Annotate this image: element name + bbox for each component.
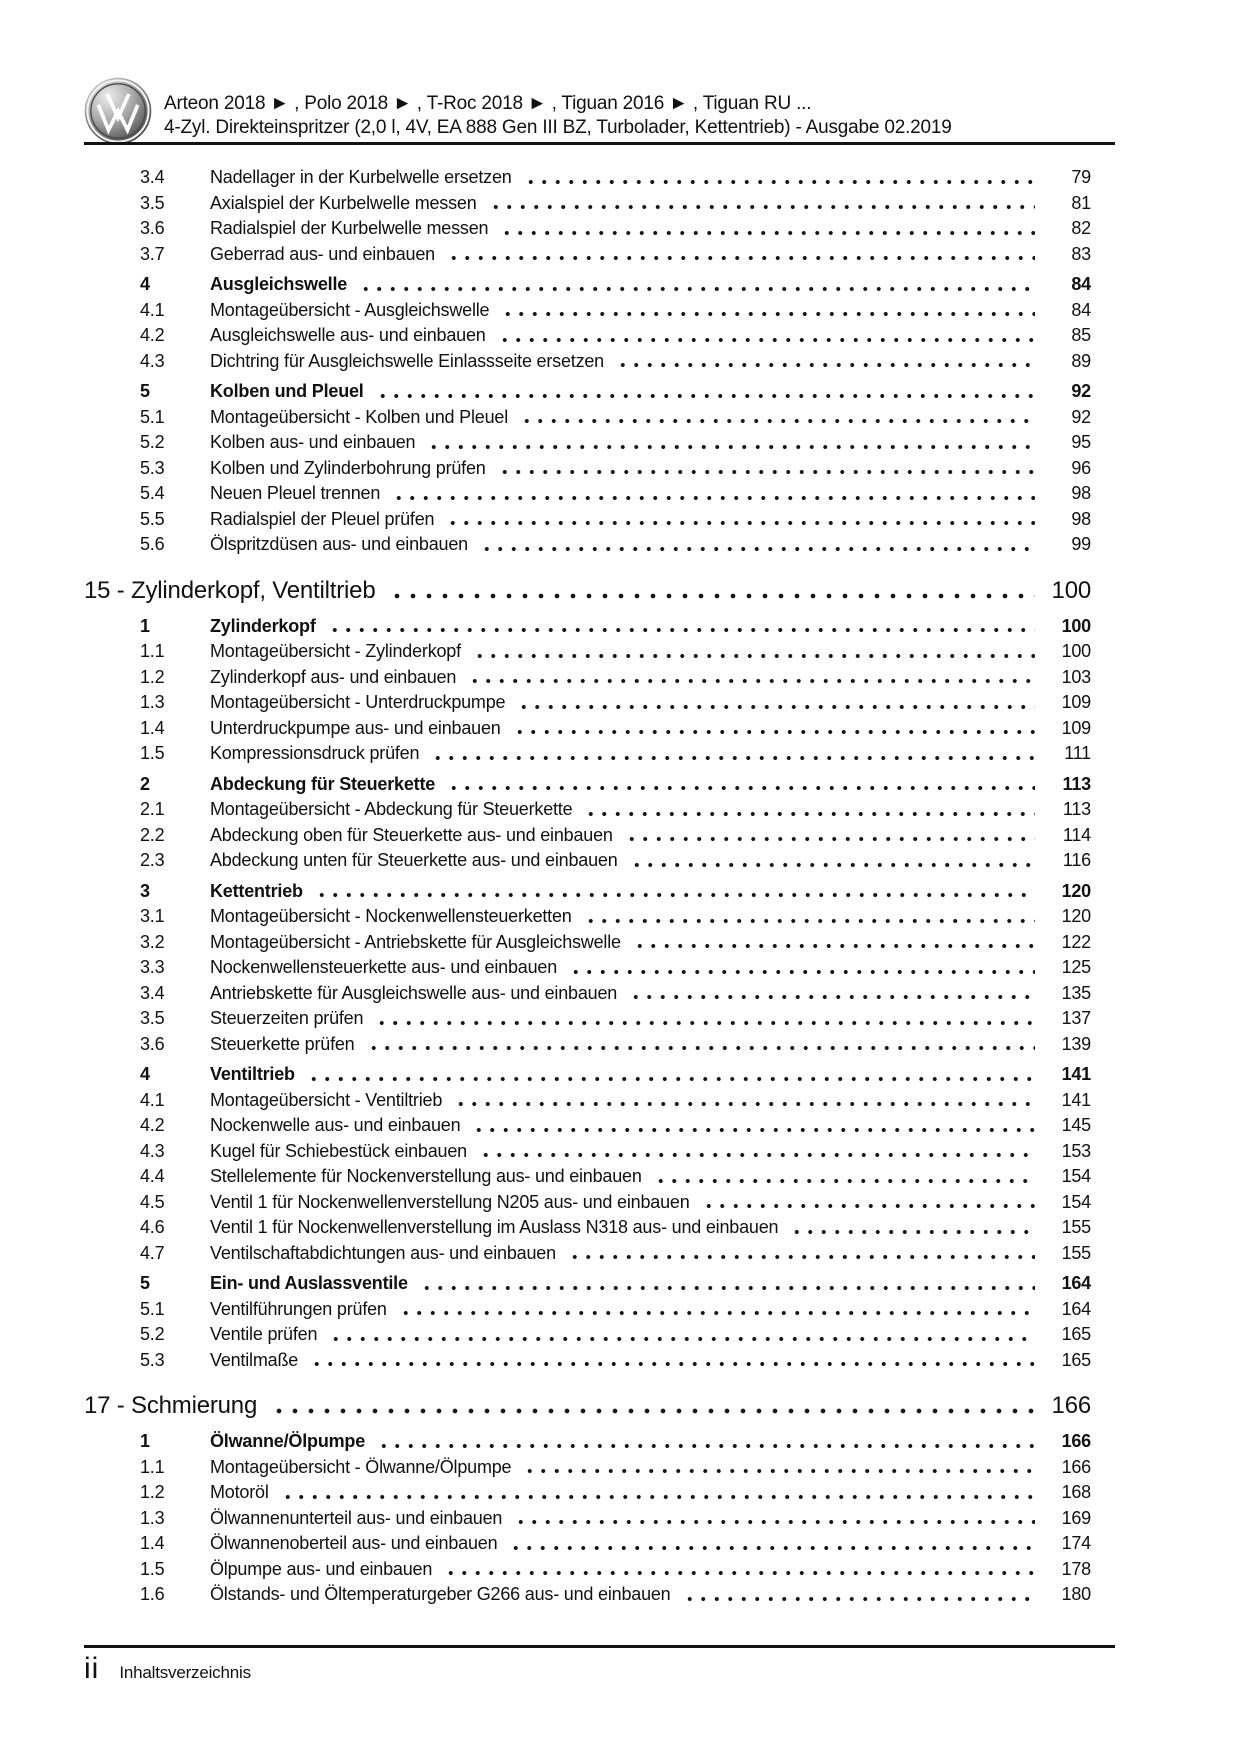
toc-page-number: 164 (1061, 1273, 1091, 1293)
toc-entry-title: Ölwannenunterteil aus- und einbauen (210, 1507, 503, 1528)
toc-entry-title: Montageübersicht - Ventiltrieb (210, 1089, 443, 1110)
dot-leader (681, 1582, 1036, 1608)
dot-leader (700, 1190, 1035, 1216)
dot-leader (279, 1480, 1035, 1506)
toc-page-number: 103 (1061, 666, 1091, 687)
toc-page-number: 139 (1061, 1033, 1091, 1054)
dot-leader (373, 1006, 1035, 1032)
toc-entry-title: Ölspritzdüsen aus- und einbauen (210, 534, 468, 554)
toc-entry-title: Montageübersicht - Abdeckung für Steuerkette (210, 799, 573, 819)
toc-entry-title: Nockenwellensteuerkette aus- und einbauen (210, 957, 558, 977)
toc-entry-title: Kolben und Zylinderbohrung prüfen (210, 457, 486, 478)
toc-entry-title: Ölstands- und Öltemperaturgeber G266 aus- und einbauen (210, 1584, 671, 1604)
toc-row (84, 1348, 1115, 1374)
toc-section-number: 5.6 (140, 534, 165, 554)
dot-leader (521, 1455, 1035, 1481)
toc-row (84, 1241, 1115, 1267)
toc-chapter-label: 17 - Schmierung (84, 1392, 258, 1419)
toc-row (84, 1164, 1115, 1190)
toc-page-number: 168 (1061, 1482, 1091, 1502)
toc-page-number: 85 (1071, 325, 1091, 345)
toc-section-number: 1.4 (140, 717, 165, 738)
toc-entry-title: Kolben und Pleuel (210, 381, 364, 401)
toc-entry-title: Montageübersicht - Ausgleichswelle (210, 299, 490, 320)
dot-leader (357, 272, 1035, 298)
toc-entry-title: Montageübersicht - Kolben und Pleuel (210, 406, 509, 427)
toc-row (84, 272, 1115, 298)
toc-page-number: 145 (1061, 1115, 1091, 1135)
toc-entry-title: Ventilführungen prüfen (210, 1298, 387, 1319)
dot-leader (496, 323, 1035, 349)
toc-chapter-row (84, 1388, 1115, 1424)
toc-page-number: 155 (1061, 1242, 1091, 1263)
dot-leader (374, 379, 1035, 405)
toc-section-number: 3.4 (140, 167, 165, 187)
page-header (164, 92, 952, 140)
toc-section-number: 5.1 (140, 406, 165, 427)
toc-row (84, 904, 1115, 930)
dot-leader (429, 741, 1035, 767)
toc-section-number: 2 (140, 773, 150, 794)
header-models-line: Arteon 2018 ► , Polo 2018 ► , T-Roc 2018 ► , Tiguan 2016 ► , Tiguan RU ... (164, 93, 812, 114)
toc-row (84, 242, 1115, 268)
toc-row (84, 405, 1115, 431)
toc-page-number: 114 (1062, 824, 1091, 845)
dot-leader (267, 1388, 1035, 1424)
toc-entry-title: Motoröl (210, 1482, 269, 1502)
header-engine-line: 4-Zyl. Direkteinspritzer (2,0 l, 4V, EA 888 Gen III BZ, Turbolader, Kettentrieb) - Ausgabe 02.2019 (164, 117, 952, 138)
toc-entry-title: Kolben aus- und einbauen (210, 432, 416, 452)
dot-leader (627, 981, 1035, 1007)
toc-section-number: 4 (140, 1064, 150, 1084)
toc-section-number: 3.7 (140, 243, 165, 264)
dot-leader (499, 298, 1035, 324)
toc-page-number: 166 (1061, 1431, 1091, 1451)
toc-row (84, 1455, 1115, 1481)
dot-leader (466, 665, 1035, 691)
toc-section-number: 1 (140, 615, 150, 636)
toc-page-number: 83 (1071, 243, 1091, 264)
toc-row (84, 665, 1115, 691)
toc-entry-title: Steuerzeiten prüfen (210, 1008, 364, 1028)
toc-entry-title: Ventil 1 für Nockenwellenverstellung im Auslass N318 aus- und einbauen (210, 1217, 779, 1237)
toc-entry-title: Nockenwelle aus- und einbauen (210, 1115, 461, 1135)
toc-section-number: 5.1 (140, 1298, 165, 1319)
toc-page-number: 89 (1071, 350, 1091, 371)
toc-row (84, 1215, 1115, 1241)
toc-entry-title: Steuerkette prüfen (210, 1033, 355, 1054)
dot-leader (652, 1164, 1035, 1190)
toc-section-number: 3.1 (140, 906, 165, 926)
dot-leader (444, 507, 1035, 533)
toc-page-number: 165 (1061, 1324, 1091, 1344)
toc-section-number: 1.5 (140, 1558, 165, 1579)
dot-leader (365, 1032, 1036, 1058)
toc-page-number: 96 (1071, 457, 1091, 478)
dot-leader (614, 349, 1035, 375)
dot-leader (305, 1062, 1035, 1088)
toc-page-number: 100 (1061, 641, 1091, 661)
dot-leader (515, 690, 1035, 716)
dot-leader (397, 1297, 1035, 1323)
toc-page-number: 82 (1071, 218, 1091, 238)
table-of-contents (84, 165, 1115, 1608)
toc-row (84, 1297, 1115, 1323)
toc-row (84, 879, 1115, 905)
toc-entry-title: Ventilmaße (210, 1349, 299, 1370)
toc-row (84, 1582, 1115, 1608)
toc-section-number: 4.5 (140, 1191, 165, 1212)
toc-entry-title: Axialspiel der Kurbelwelle messen (210, 192, 477, 213)
toc-entry-title: Kettentrieb (210, 880, 303, 901)
toc-entry-title: Montageübersicht - Unterdruckpumpe (210, 692, 506, 712)
toc-entry-title: Montageübersicht - Ölwanne/Ölpumpe (210, 1456, 512, 1477)
toc-page-number: 92 (1071, 381, 1091, 401)
toc-entry-title: Kugel für Schiebestück einbauen (210, 1140, 467, 1161)
toc-page-number: 166 (1061, 1456, 1091, 1477)
toc-section-number: 3.5 (140, 1008, 165, 1028)
toc-entry-title: Neuen Pleuel trennen (210, 483, 381, 503)
toc-row (84, 481, 1115, 507)
toc-section-number: 2.1 (140, 799, 165, 819)
toc-page-number: 154 (1061, 1166, 1091, 1186)
dot-leader (567, 955, 1035, 981)
toc-row (84, 716, 1115, 742)
toc-page-number: 84 (1071, 274, 1091, 294)
toc-section-number: 5.4 (140, 483, 165, 503)
toc-row (84, 1006, 1115, 1032)
dot-leader (327, 1322, 1035, 1348)
dot-leader (788, 1215, 1035, 1241)
toc-page-number: 180 (1061, 1584, 1091, 1604)
toc-row (84, 690, 1115, 716)
toc-row (84, 430, 1115, 456)
toc-row (84, 848, 1115, 874)
toc-page-number: 166 (1051, 1392, 1091, 1419)
dot-leader (623, 823, 1035, 849)
toc-page-number: 100 (1051, 576, 1091, 604)
toc-section-number: 4.7 (140, 1242, 165, 1263)
toc-entry-title: Unterdruckpumpe aus- und einbauen (210, 717, 501, 738)
toc-entry-title: Ein- und Auslassventile (210, 1273, 408, 1293)
toc-row (84, 1062, 1115, 1088)
page-footer (84, 1652, 251, 1686)
toc-row (84, 1139, 1115, 1165)
toc-row (84, 930, 1115, 956)
toc-section-number: 1 (140, 1431, 150, 1451)
toc-row (84, 1113, 1115, 1139)
toc-row (84, 191, 1115, 217)
toc-row (84, 349, 1115, 375)
toc-section-number: 5.3 (140, 457, 165, 478)
footer-section-label: Inhaltsverzeichnis (119, 1663, 251, 1682)
toc-section-number: 1.3 (140, 692, 165, 712)
toc-entry-title: Geberrad aus- und einbauen (210, 243, 435, 264)
toc-entry-title: Zylinderkopf aus- und einbauen (210, 666, 457, 687)
toc-section-number: 1.2 (140, 1482, 165, 1502)
toc-section-number: 2.2 (140, 824, 165, 845)
dot-leader (477, 1139, 1035, 1165)
toc-entry-title: Abdeckung unten für Steuerkette aus- und einbauen (210, 850, 618, 870)
toc-page-number: 164 (1061, 1298, 1091, 1319)
toc-section-number: 1.3 (140, 1507, 165, 1528)
dot-leader (518, 405, 1035, 431)
vw-logo-icon (84, 77, 152, 145)
toc-row (84, 456, 1115, 482)
toc-entry-title: Ölwanne/Ölpumpe (210, 1431, 366, 1451)
toc-section-number: 4.1 (140, 299, 165, 320)
toc-row (84, 1271, 1115, 1297)
toc-section-number: 1.1 (140, 1456, 165, 1477)
toc-section-number: 5.2 (140, 432, 165, 452)
toc-page-number: 84 (1071, 299, 1091, 320)
toc-page-number: 165 (1061, 1349, 1091, 1370)
toc-page-number: 135 (1061, 982, 1091, 1003)
dot-leader (308, 1348, 1035, 1374)
footer-rule (84, 1645, 1115, 1648)
toc-row (84, 532, 1115, 558)
toc-entry-title: Montageübersicht - Zylinderkopf (210, 641, 461, 661)
toc-section-number: 3.3 (140, 957, 165, 977)
dot-leader (425, 430, 1035, 456)
toc-row (84, 614, 1115, 640)
toc-row (84, 507, 1115, 533)
toc-section-number: 5.3 (140, 1349, 165, 1370)
dot-leader (375, 1429, 1035, 1455)
toc-entry-title: Ölpumpe aus- und einbauen (210, 1558, 433, 1579)
dot-leader (512, 1506, 1035, 1532)
toc-page-number: 174 (1061, 1533, 1091, 1553)
toc-entry-title: Montageübersicht - Nockenwellensteuerketten (210, 906, 572, 926)
toc-entry-title: Ventile prüfen (210, 1324, 318, 1344)
toc-page-number: 122 (1061, 931, 1091, 952)
toc-row (84, 772, 1115, 798)
dot-leader (313, 879, 1035, 905)
toc-row (84, 1190, 1115, 1216)
dot-leader (628, 848, 1035, 874)
toc-section-number: 3.2 (140, 931, 165, 952)
toc-page-number: 111 (1064, 743, 1091, 763)
toc-page-number: 98 (1071, 508, 1091, 529)
toc-entry-title: Dichtring für Ausgleichswelle Einlassseite ersetzen (210, 350, 604, 371)
toc-row (84, 1322, 1115, 1348)
dot-leader (511, 716, 1035, 742)
dot-leader (498, 216, 1035, 242)
toc-entry-title: Ventilschaftabdichtungen aus- und einbauen (210, 1242, 556, 1263)
toc-section-number: 3.4 (140, 982, 165, 1003)
toc-page-number: 178 (1061, 1558, 1091, 1579)
toc-entry-title: Montageübersicht - Antriebskette für Ausgleichswelle (210, 931, 621, 952)
dot-leader (470, 1113, 1035, 1139)
toc-entry-title: Ölwannenoberteil aus- und einbauen (210, 1533, 498, 1553)
dot-leader (445, 772, 1035, 798)
toc-row (84, 165, 1115, 191)
toc-entry-title: Ausgleichswelle (210, 274, 348, 294)
toc-row (84, 379, 1115, 405)
dot-leader (326, 614, 1035, 640)
toc-entry-title: Abdeckung oben für Steuerkette aus- und einbauen (210, 824, 613, 845)
dot-leader (442, 1557, 1035, 1583)
toc-section-number: 4.3 (140, 350, 165, 371)
toc-section-number: 1.6 (140, 1584, 165, 1604)
toc-page-number: 81 (1071, 192, 1091, 213)
toc-page-number: 137 (1061, 1008, 1091, 1028)
toc-section-number: 4.6 (140, 1217, 165, 1237)
toc-entry-title: Nadellager in der Kurbelwelle ersetzen (210, 167, 512, 187)
toc-entry-title: Ventil 1 für Nockenwellenverstellung N205 aus- und einbauen (210, 1191, 690, 1212)
toc-page-number: 141 (1061, 1064, 1091, 1084)
toc-page-number: 154 (1061, 1191, 1091, 1212)
dot-leader (487, 191, 1035, 217)
toc-entry-title: Antriebskette für Ausgleichswelle aus- und einbauen (210, 982, 618, 1003)
toc-entry-title: Ventiltrieb (210, 1064, 295, 1084)
toc-section-number: 2.3 (140, 850, 165, 870)
dot-leader (631, 930, 1035, 956)
dot-leader (496, 456, 1035, 482)
toc-page-number: 95 (1071, 432, 1091, 452)
toc-entry-title: Radialspiel der Pleuel prüfen (210, 508, 435, 529)
toc-section-number: 1.1 (140, 641, 165, 661)
dot-leader (566, 1241, 1035, 1267)
toc-row (84, 981, 1115, 1007)
toc-page-number: 169 (1061, 1507, 1091, 1528)
toc-page-number: 125 (1061, 957, 1091, 977)
toc-row (84, 1032, 1115, 1058)
dot-leader (522, 165, 1035, 191)
toc-page-number: 113 (1062, 773, 1091, 794)
toc-row (84, 1429, 1115, 1455)
dot-leader (390, 481, 1035, 507)
toc-page-number: 113 (1062, 799, 1091, 819)
toc-section-number: 4 (140, 274, 150, 294)
toc-section-number: 5 (140, 1273, 150, 1293)
toc-section-number: 3 (140, 880, 150, 901)
toc-section-number: 4.3 (140, 1140, 165, 1161)
toc-row (84, 216, 1115, 242)
toc-chapter-label: 15 - Zylinderkopf, Ventiltrieb (84, 576, 376, 604)
toc-section-number: 5 (140, 381, 150, 401)
toc-section-number: 4.2 (140, 325, 165, 345)
toc-row (84, 1480, 1115, 1506)
toc-page-number: 92 (1071, 406, 1091, 427)
toc-page-number: 100 (1061, 615, 1091, 636)
footer-page-number: ii (84, 1652, 100, 1685)
dot-leader (582, 904, 1035, 930)
toc-section-number: 4.2 (140, 1115, 165, 1135)
toc-row (84, 1506, 1115, 1532)
header-rule (84, 142, 1115, 145)
toc-page-number: 99 (1071, 534, 1091, 554)
toc-page-number: 155 (1061, 1217, 1091, 1237)
toc-entry-title: Radialspiel der Kurbelwelle messen (210, 218, 489, 238)
toc-row (84, 1557, 1115, 1583)
toc-page-number: 109 (1061, 717, 1091, 738)
toc-page-number: 116 (1062, 850, 1091, 870)
toc-entry-title: Abdeckung für Steuerkette (210, 773, 436, 794)
dot-leader (478, 532, 1035, 558)
toc-section-number: 5.2 (140, 1324, 165, 1344)
toc-row (84, 1531, 1115, 1557)
toc-page-number: 141 (1061, 1089, 1091, 1110)
toc-page-number: 120 (1061, 880, 1091, 901)
toc-entry-title: Kompressionsdruck prüfen (210, 743, 420, 763)
toc-section-number: 4.1 (140, 1089, 165, 1110)
dot-leader (385, 573, 1035, 609)
toc-section-number: 3.5 (140, 192, 165, 213)
toc-row (84, 298, 1115, 324)
dot-leader (582, 797, 1035, 823)
toc-row (84, 823, 1115, 849)
toc-row (84, 741, 1115, 767)
toc-row (84, 1088, 1115, 1114)
toc-entry-title: Zylinderkopf (210, 615, 316, 636)
toc-entry-title: Ausgleichswelle aus- und einbauen (210, 325, 486, 345)
toc-page-number: 79 (1071, 167, 1091, 187)
toc-section-number: 3.6 (140, 1033, 165, 1054)
dot-leader (445, 242, 1035, 268)
toc-row (84, 797, 1115, 823)
dot-leader (418, 1271, 1035, 1297)
toc-row (84, 323, 1115, 349)
toc-section-number: 3.6 (140, 218, 165, 238)
toc-page-number: 153 (1061, 1140, 1091, 1161)
dot-leader (452, 1088, 1035, 1114)
toc-section-number: 1.2 (140, 666, 165, 687)
toc-row (84, 955, 1115, 981)
toc-chapter-row (84, 573, 1115, 609)
toc-section-number: 5.5 (140, 508, 165, 529)
toc-section-number: 4.4 (140, 1166, 165, 1186)
toc-row (84, 639, 1115, 665)
toc-section-number: 1.5 (140, 743, 165, 763)
toc-section-number: 1.4 (140, 1533, 165, 1553)
toc-page-number: 98 (1071, 483, 1091, 503)
toc-page-number: 109 (1061, 692, 1091, 712)
dot-leader (507, 1531, 1035, 1557)
dot-leader (471, 639, 1035, 665)
toc-entry-title: Stellelemente für Nockenverstellung aus- und einbauen (210, 1166, 642, 1186)
toc-page-number: 120 (1061, 906, 1091, 926)
